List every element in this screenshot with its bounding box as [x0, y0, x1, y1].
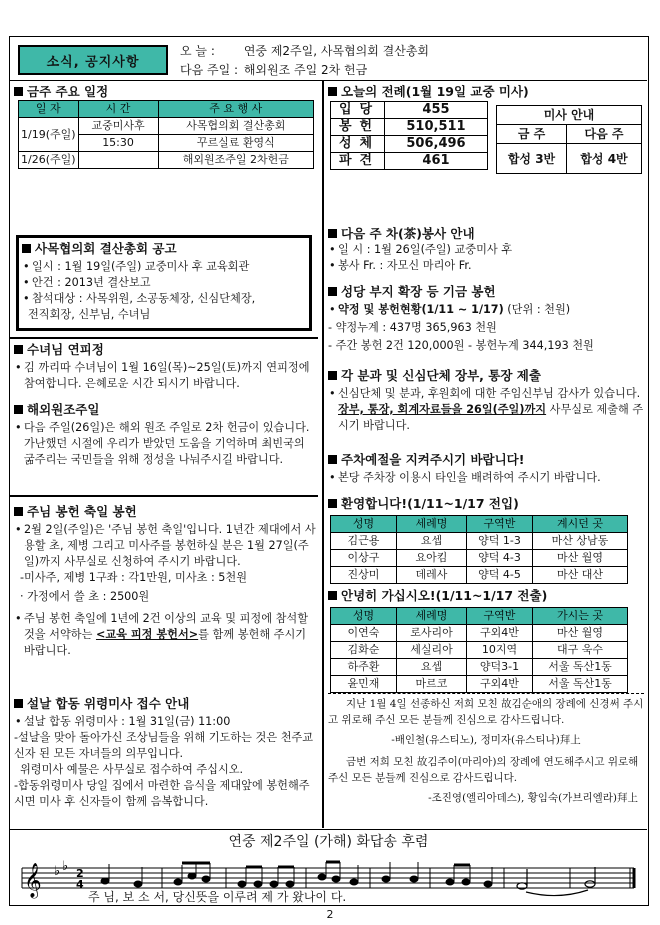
table-cell	[78, 152, 158, 169]
table-header: 시 간	[78, 101, 158, 118]
table-cell: 구외4반	[467, 625, 533, 642]
header	[10, 37, 647, 81]
table-cell: 1/26(주일)	[19, 152, 79, 169]
table-row	[331, 642, 628, 659]
table-cell: 진상미	[331, 567, 397, 584]
table-cell: 506,496	[385, 136, 488, 153]
table-cell: 사목협의회 결산총회	[158, 118, 313, 135]
nun-retreat-section	[14, 341, 318, 392]
bulletin-page	[9, 36, 649, 906]
flat-icon: ♭	[54, 864, 61, 879]
overseas-aid-section	[14, 401, 318, 468]
table-header: 구역반	[467, 516, 533, 533]
table-header: 세례명	[397, 608, 467, 625]
hymn-number-table	[330, 101, 488, 170]
section-title: 금주 주요 일정	[14, 83, 318, 100]
table-cell: 성체	[331, 136, 385, 153]
fund-line: - 약정누계 : 437명 365,963 천원	[328, 321, 497, 334]
paragraph: • 주님 봉헌 축일에 1년에 2건 이상의 교육 및 피정에 참석할 것을 서약하는 <교육 피정 봉헌서>를 함께 봉헌해 주시기 바랍니다.	[14, 611, 318, 659]
tea-service-section	[328, 225, 644, 274]
hymn-title: 연중 제2주일 (가해) 화답송 후렴	[228, 834, 429, 850]
table-row	[331, 550, 628, 567]
section-title: 주님 봉헌 축일 봉헌	[14, 503, 318, 520]
section-title: 설날 합동 위령미사 접수 안내	[14, 695, 318, 712]
today-label: 오 늘 :	[180, 44, 215, 58]
council-notice-box	[16, 235, 312, 331]
section-title: 안녕히 가십시오!(1/11~1/17 전출)	[328, 587, 644, 604]
table-cell: 마산 대산	[533, 567, 628, 584]
table-row	[331, 676, 628, 693]
section-title: 사목협의회 결산총회 공고	[22, 240, 306, 257]
table-cell: 마산 월영	[533, 550, 628, 567]
table-cell: 마산 상남동	[533, 533, 628, 550]
table-cell: 1/19(주일)	[19, 118, 79, 152]
parking-section	[328, 451, 644, 486]
table-cell: 양덕 4-5	[467, 567, 533, 584]
table-cell: 양덕 1-3	[467, 533, 533, 550]
time-signature-icon: 4	[76, 878, 84, 891]
page-number: 2	[326, 908, 334, 921]
next-sunday-line	[180, 61, 367, 78]
schedule-table	[18, 100, 314, 169]
table-cell: 서울 독산1동	[533, 676, 628, 693]
divider	[10, 337, 318, 339]
paragraph: • 신심단체 및 분과, 후원회에 대한 주임신부님 감사가 있습니다. 장부, 통장, 회계자료들을 26일(주일)까지 사무실로 제출해 주시기 바랍니다.	[328, 386, 644, 434]
price-line: · 가정에서 쓸 초 : 2500원	[20, 590, 150, 603]
paragraph: • 김 까리따 수녀님이 1월 16일(목)~25일(토)까지 연피정에 참여합니다. 은혜로운 시간 되시기 바랍니다.	[14, 360, 318, 392]
next-label: 다음 주일 :	[180, 63, 239, 77]
thanks-section	[328, 693, 644, 806]
table-cell: 요셉	[397, 659, 467, 676]
treble-clef-icon: 𝄞	[24, 863, 42, 898]
fund-line: - 주간 봉헌 2건 120,000원 - 봉헌누계 344,193 천원	[328, 339, 594, 352]
table-row	[331, 533, 628, 550]
table-cell: 461	[385, 153, 488, 170]
section-title: 주차예절을 지켜주시기 바랍니다!	[328, 451, 644, 468]
list-item: • 참석대상 : 사목위원, 소공동체장, 신심단체장,	[22, 291, 306, 307]
left-column	[14, 83, 318, 828]
table-cell: 요셉	[397, 533, 467, 550]
table-cell: 윤민재	[331, 676, 397, 693]
today-text: 연중 제2주일, 사목협의회 결산총회	[243, 44, 430, 58]
divider	[10, 495, 318, 497]
list-item: • 일시 : 1월 19일(주일) 교중미사 후 교육회관	[22, 259, 306, 275]
table-cell: 입당	[331, 102, 385, 119]
table-cell: 세실리아	[397, 642, 467, 659]
right-column	[328, 83, 644, 828]
table-cell: 교중미사후	[78, 118, 158, 135]
paragraph: • 본당 주차장 이용시 타인을 배려하여 주시기 바랍니다.	[328, 470, 644, 486]
table-cell: 구외4반	[467, 676, 533, 693]
section-title: 환영합니다!(1/11~1/17 전입)	[328, 495, 644, 512]
table-cell: 합성 3반	[497, 144, 567, 174]
paragraph: -합동위령미사 당일 집에서 마련한 음식을 제대앞에 봉헌해주시면 미사 후 신자들이 함께 음복합니다.	[14, 779, 310, 808]
thanks-paragraph: 지난 1월 4일 선종하신 저희 모친 故김순애의 장례에 신경써 주시고 위로해 주신 모든 분들께 진심으로 감사드립니다.	[328, 698, 644, 726]
table-row	[331, 625, 628, 642]
section-title: 각 분과 및 신심단체 장부, 통장 제출	[328, 367, 644, 384]
table-cell: 로사리아	[397, 625, 467, 642]
table-cell: 마산 월영	[533, 625, 628, 642]
price-line: -미사주, 제병 1구좌 : 각1만원, 미사초 : 5천원	[20, 571, 248, 584]
lunar-mass-section	[14, 695, 318, 810]
table-cell: 해외원조주일 2차헌금	[158, 152, 313, 169]
thanks-paragraph: 금번 저희 모친 故김주이(마리아)의 장례에 연도해주시고 위로해 주신 모든 분들께 진심으로 감사드립니다.	[328, 756, 639, 784]
table-cell: 마르코	[397, 676, 467, 693]
paragraph: 위령미사 예물은 사무실로 접수하여 주십시오.	[20, 763, 244, 776]
table-cell: 파견	[331, 153, 385, 170]
list-item: • 일 시 : 1월 26일(주일) 교중미사 후	[328, 242, 644, 258]
liturgy-section	[328, 83, 644, 168]
table-cell: 하주환	[331, 659, 397, 676]
table-cell: 10지역	[467, 642, 533, 659]
table-cell: 대구 욱수	[533, 642, 628, 659]
list-item: • 안건 : 2013년 결산보고	[22, 275, 306, 291]
thanks-signature: -배인철(유스티노), 정미자(유스티나)拜上	[391, 734, 581, 746]
table-header: 미사 안내	[497, 106, 642, 125]
table-header: 세례명	[397, 516, 467, 533]
today-line	[180, 42, 429, 59]
table-header: 성명	[331, 608, 397, 625]
table-header: 일 자	[19, 101, 79, 118]
list-item: • 설날 합동 위령미사 : 1월 31일(금) 11:00	[14, 714, 318, 730]
paragraph: • 2월 2일(주일)은 '주님 봉헌 축일'입니다. 1년간 제대에서 사용할 초, 제병 그리고 미사주를 봉헌하실 분은 1월 27일(주일)까지 사무실로 신청하여 주시기 바랍니다.	[14, 522, 318, 570]
table-cell: 김근용	[331, 533, 397, 550]
table-cell: 다음 주	[567, 125, 642, 144]
section-title: 다음 주 차(茶)봉사 안내	[328, 225, 644, 242]
table-header: 가시는 곳	[533, 608, 628, 625]
ledger-section	[328, 367, 644, 434]
section-title: 오늘의 전례(1월 19일 교중 미사)	[328, 83, 644, 100]
table-cell: 15:30	[78, 135, 158, 152]
list-item-cont: 전직회장, 신부님, 수녀님	[28, 308, 151, 321]
table-cell: 양덕 4-3	[467, 550, 533, 567]
table-header: 구역반	[467, 608, 533, 625]
schedule-section	[14, 83, 318, 169]
welcome-section	[328, 495, 644, 584]
time-signature-icon: 2	[76, 867, 84, 880]
section-title: 해외원조주일	[14, 401, 318, 418]
table-header: 계시던 곳	[533, 516, 628, 533]
news-badge: 소식, 공지사항	[18, 45, 168, 75]
table-header: 주 요 행 사	[158, 101, 313, 118]
table-cell: 봉헌	[331, 119, 385, 136]
table-cell: 이연숙	[331, 625, 397, 642]
table-cell: 꾸르실료 환영식	[158, 135, 313, 152]
thanks-signature: -조진영(엘리아데스), 황임숙(가브리엘라)拜上	[428, 792, 638, 804]
land-fund-section	[328, 283, 644, 354]
table-cell: 요아킴	[397, 550, 467, 567]
column-divider	[322, 81, 324, 828]
offering-section	[14, 503, 318, 659]
section-title: 수녀님 연피정	[14, 341, 318, 358]
welcome-table	[330, 515, 628, 584]
hymn-section	[10, 829, 647, 907]
table-cell: 서울 독산1동	[533, 659, 628, 676]
table-cell: 455	[385, 102, 488, 119]
table-cell: 금 주	[497, 125, 567, 144]
paragraph: -설날을 맞아 돌아가신 조상님들을 위해 기도하는 것은 천주교 신자 된 모든 자녀들의 의무입니다.	[14, 731, 314, 760]
table-cell: 양덕3-1	[467, 659, 533, 676]
fund-status: • 약정 및 봉헌현황(1/11 ~ 1/17) (단위 : 천원)	[328, 302, 644, 318]
table-cell: 이상구	[331, 550, 397, 567]
table-header: 성명	[331, 516, 397, 533]
list-item: • 봉사 Fr. : 자모신 마리아 Fr.	[328, 258, 644, 274]
table-cell: 데레사	[397, 567, 467, 584]
section-title: 성당 부지 확장 등 기금 봉헌	[328, 283, 644, 300]
table-cell: 510,511	[385, 119, 488, 136]
farewell-section	[328, 587, 644, 693]
paragraph: • 다음 주일(26일)은 해외 원조 주일로 2차 헌금이 있습니다. 가난했던 시절에 우리가 받았던 도움을 기억하며 최빈국의 굶주리는 국민들을 위해 정성을 나눠주시길 바랍니다.	[14, 420, 318, 468]
table-row	[331, 567, 628, 584]
hymn-lyrics: 주 님, 보 소 서, 당신뜻을 이루려 제 가 왔나이 다.	[88, 890, 347, 904]
table-cell: 합성 4반	[567, 144, 642, 174]
next-text: 해외원조 주일 2차 헌금	[243, 63, 368, 77]
mass-guide-table	[496, 105, 642, 174]
table-cell: 김화순	[331, 642, 397, 659]
farewell-table	[330, 607, 628, 693]
flat-icon: ♭	[62, 859, 69, 874]
table-row	[331, 659, 628, 676]
